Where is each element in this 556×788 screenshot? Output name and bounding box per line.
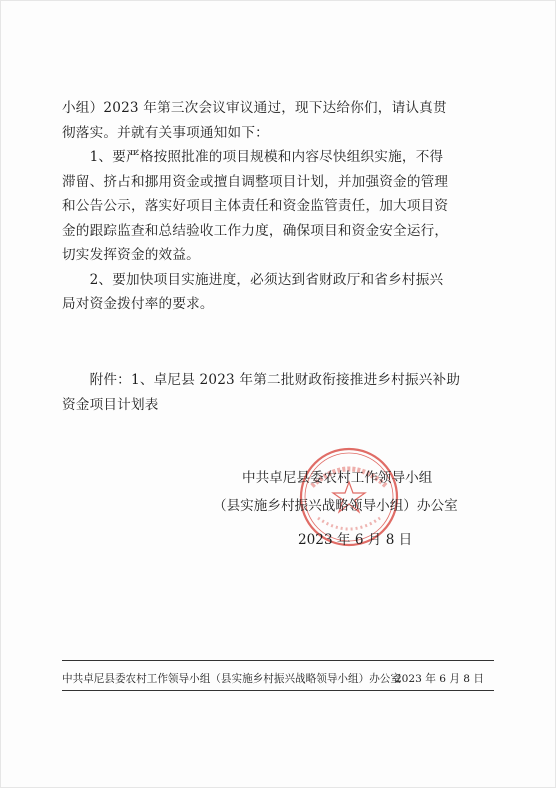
footer-top-rule xyxy=(62,660,494,661)
body-line: 1、要严格按照批准的项目规模和内容尽快组织实施，不得 xyxy=(62,149,444,165)
attachment-note xyxy=(62,368,494,417)
signature-org-line2: （县实施乡村振兴战略领导小组）办公室 xyxy=(213,498,458,514)
body-line: 金的跟踪监查和总结验收工作力度，确保项目和资金安全运行， xyxy=(62,222,449,239)
body-line: 和公告公示，落实好项目主体责任和资金监管责任，加大项目资 xyxy=(62,198,449,214)
footer-date: 2023 年 6 月 8 日 xyxy=(394,673,484,685)
footer xyxy=(62,671,494,686)
body-line: 小组）2023 年第三次会议审议通过，现下达给你们，请认真贯 xyxy=(62,100,447,116)
body-line: 彻落实。并就有关事项通知如下： xyxy=(62,124,269,141)
attachment-line: 资金项目计划表 xyxy=(62,396,159,413)
signature-date: 2023 年 6 月 8 日 xyxy=(298,532,413,548)
footer-issuer: 中共卓尼县委农村工作领导小组（县实施乡村振兴战略领导小组）办公室 xyxy=(62,673,401,685)
signature-org-line1: 中共卓尼县委农村工作领导小组 xyxy=(242,470,433,486)
footer-bottom-rule xyxy=(62,690,494,691)
body-line: 2、要加快项目实施进度，必须达到省财政厅和省乡村振兴 xyxy=(62,271,444,288)
attachment-line: 附件：1、卓尼县 2023 年第二批财政衔接推进乡村振兴补助 xyxy=(62,372,461,388)
body-line: 切实发挥资金的效益。 xyxy=(62,247,200,263)
body-line: 滞留、挤占和挪用资金或擅自调整项目计划，并加强资金的管理 xyxy=(62,173,449,190)
body-text xyxy=(62,96,494,317)
body-line: 局对资金拨付率的要求。 xyxy=(62,296,214,312)
